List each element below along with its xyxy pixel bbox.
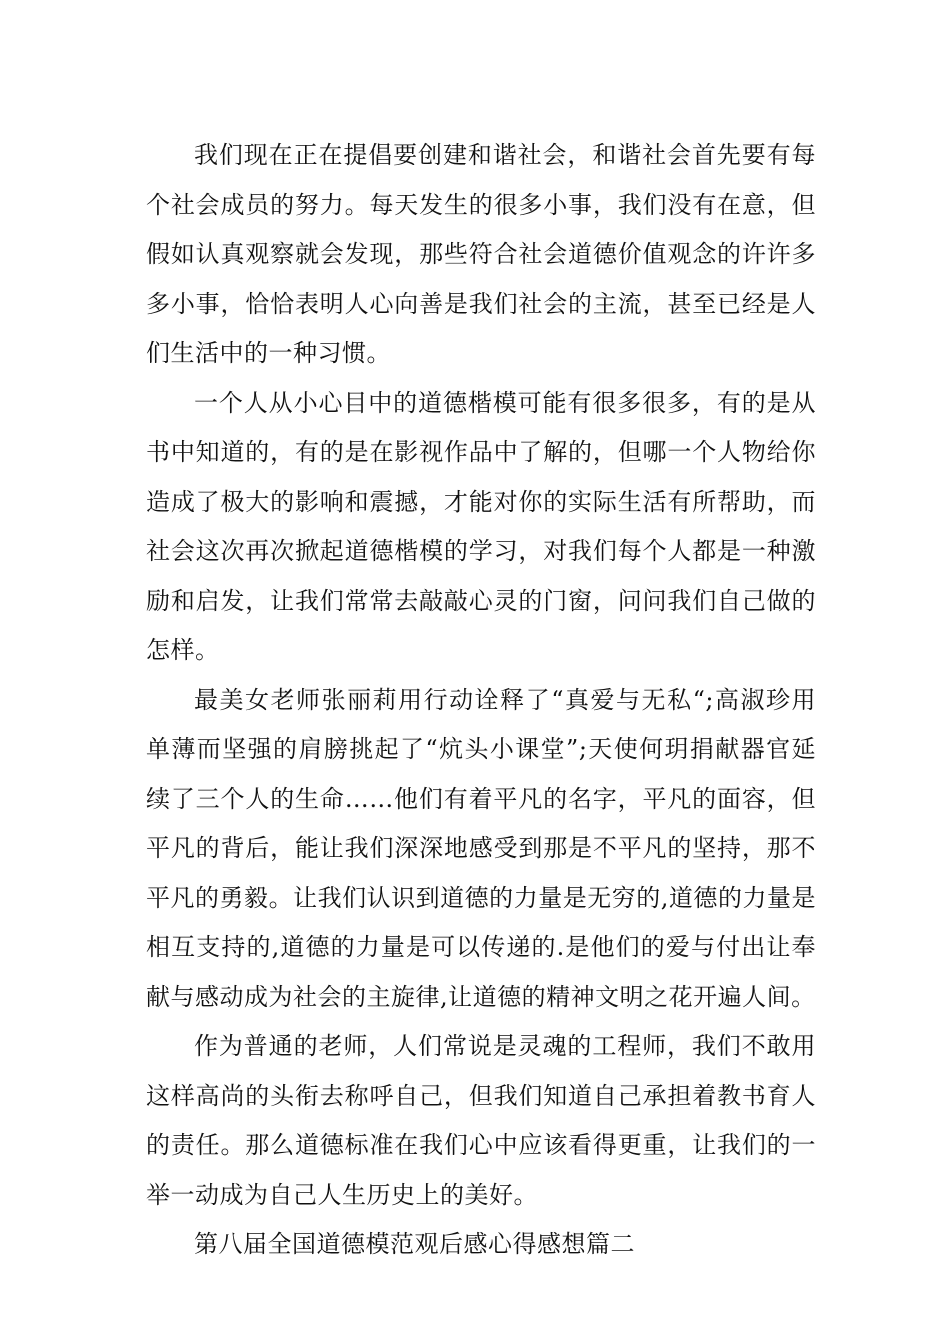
paragraph-3: 最美女老师张丽莉用行动诠释了“真爱与无私“;高淑珍用单薄而坚强的肩膀挑起了“炕头小课堂”;天使何玥捐献器官延续了三个人的生命……他们有着平凡的名字，平凡的面容，但平凡的背后，能让我们深深地感受到那是不平凡的坚持，那不平凡的勇毅。让我们认识到道德的力量是无穷的,道德的力量是相互支持的,道德的力量是可以传递的.是他们的爱与付出让奉献与感动成为社会的主旋律,让道德的精神文明之花开遍人间。 — [146, 685, 816, 1011]
paragraph-4: 作为普通的老师，人们常说是灵魂的工程师，我们不敢用这样高尚的头衔去称呼自己，但我们知道自己承担着教书育人的责任。那么道德标准在我们心中应该看得更重，让我们的一举一动成为自己人生历史上的美好。 — [146, 1032, 816, 1209]
document-body — [146, 131, 816, 1270]
section-heading: 第八届全国道德模范观后感心得感想篇二 — [194, 1230, 635, 1258]
paragraph-1: 我们现在正在提倡要创建和谐社会，和谐社会首先要有每个社会成员的努力。每天发生的很多小事，我们没有在意，但假如认真观察就会发现，那些符合社会道德价值观念的许许多多小事，恰恰表明人心向善是我们社会的主流，甚至已经是人们生活中的一种习惯。 — [146, 141, 816, 367]
paragraph-2: 一个人从小心目中的道德楷模可能有很多很多，有的是从书中知道的，有的是在影视作品中了解的，但哪一个人物给你造成了极大的影响和震撼，才能对你的实际生活有所帮助，而社会这次再次掀起道德楷模的学习，对我们每个人都是一种激励和启发，让我们常常去敲敲心灵的门窗，问问我们自己做的怎样。 — [146, 388, 816, 664]
